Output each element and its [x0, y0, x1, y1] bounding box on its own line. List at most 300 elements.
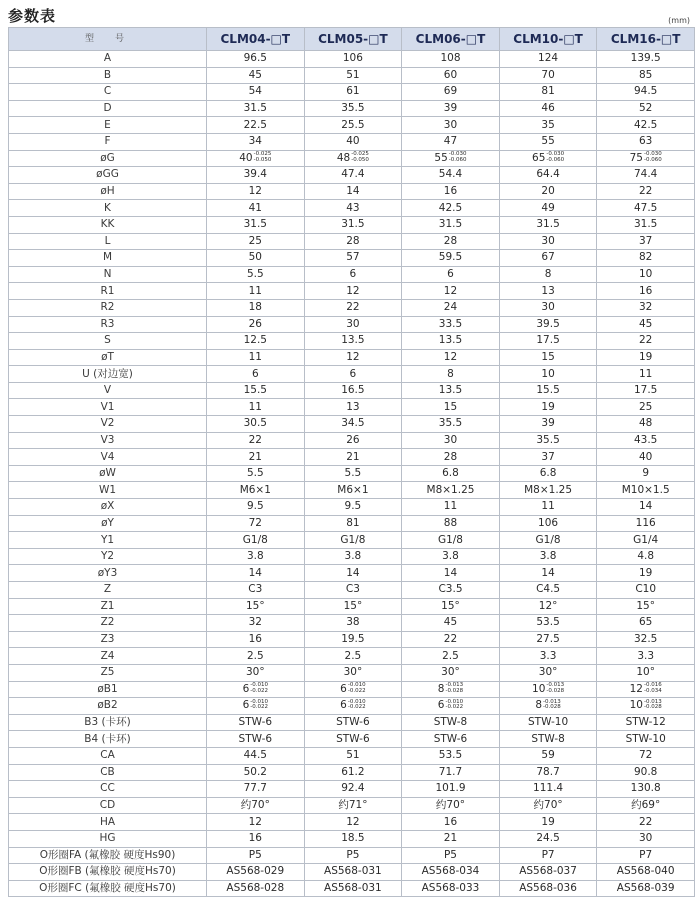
header-model: CLM16-□T	[597, 28, 695, 51]
table-cell	[597, 532, 695, 549]
table-cell	[597, 449, 695, 466]
cell-value: 57	[346, 251, 360, 264]
table-cell	[207, 449, 305, 466]
cell-value: 6	[349, 367, 357, 380]
row-label: CA	[9, 747, 207, 764]
table-cell	[597, 764, 695, 781]
row-label: Z	[9, 582, 207, 599]
table-cell	[304, 233, 402, 250]
cell-value: AS568-037	[519, 865, 577, 878]
tolerance-upper: -0.010	[445, 698, 464, 705]
table-row	[9, 664, 695, 681]
table-cell	[207, 548, 305, 565]
cell-value: 3.8	[442, 550, 459, 563]
table-cell	[499, 183, 597, 200]
header-model: CLM04-□T	[207, 28, 305, 51]
cell-value: 35.5	[438, 417, 463, 430]
table-row	[9, 847, 695, 864]
table-cell	[499, 681, 597, 698]
cell-value: 12	[443, 350, 458, 363]
cell-value: 96.5	[243, 52, 267, 65]
table-cell	[207, 714, 305, 731]
cell-value: M8×1.25	[524, 483, 573, 496]
row-label: Z4	[9, 648, 207, 665]
table-cell	[207, 598, 305, 615]
table-row	[9, 133, 695, 150]
table-cell	[597, 515, 695, 532]
table-cell	[207, 764, 305, 781]
row-label: M	[9, 250, 207, 267]
table-cell	[207, 830, 305, 847]
tolerance-lower: -0.022	[445, 704, 464, 711]
table-cell	[402, 681, 500, 698]
row-label: KK	[9, 216, 207, 233]
cell-value: 约70°	[533, 799, 563, 812]
table-cell	[597, 698, 695, 715]
cell-value: 106	[342, 52, 363, 65]
table-cell	[597, 797, 695, 814]
tolerance-lower: -0.034	[643, 687, 662, 694]
table-cell	[597, 648, 695, 665]
table-cell	[402, 366, 500, 383]
table-cell	[402, 382, 500, 399]
table-cell	[499, 51, 597, 68]
table-cell	[499, 830, 597, 847]
tolerance	[546, 683, 564, 694]
table-cell	[499, 565, 597, 582]
table-cell	[304, 316, 402, 333]
tolerance	[351, 152, 369, 163]
table-cell	[402, 664, 500, 681]
unit-label: (mm)	[668, 16, 690, 25]
cell-value: 10°	[636, 666, 655, 679]
cell-value: 71.7	[438, 765, 463, 778]
table-cell	[402, 399, 500, 416]
table-cell	[499, 216, 597, 233]
tolerance	[254, 152, 272, 163]
cell-value: 101.9	[435, 782, 466, 795]
cell-value: 22	[443, 633, 458, 646]
cell-value: 37	[638, 234, 653, 247]
cell-value: STW-6	[336, 732, 370, 745]
cell-value: M10×1.5	[621, 483, 670, 496]
row-label: Z5	[9, 664, 207, 681]
table-cell	[207, 731, 305, 748]
cell-value: 30°	[245, 666, 265, 679]
cell-value: 12	[629, 682, 643, 695]
table-cell	[402, 847, 500, 864]
table-row	[9, 349, 695, 366]
table-cell	[597, 200, 695, 217]
table-cell	[207, 681, 305, 698]
cell-value: 33.5	[438, 317, 463, 330]
cell-value: M6×1	[239, 483, 271, 496]
table-cell	[304, 266, 402, 283]
cell-value: C3.5	[438, 583, 463, 596]
cell-value: 116	[635, 516, 656, 529]
table-cell	[499, 67, 597, 84]
table-cell	[597, 432, 695, 449]
table-cell	[207, 299, 305, 316]
table-cell	[597, 316, 695, 333]
tolerance-upper: -0.010	[250, 698, 268, 705]
table-cell	[304, 183, 402, 200]
cell-value: 19	[638, 350, 653, 363]
cell-value: 6	[340, 699, 347, 712]
tolerance-lower: -0.022	[250, 704, 268, 711]
tolerance-lower: -0.028	[445, 687, 464, 694]
table-cell	[207, 532, 305, 549]
table-cell	[304, 133, 402, 150]
table-cell	[207, 233, 305, 250]
cell-value: 75	[629, 151, 643, 164]
tolerance-upper: -0.025	[351, 151, 369, 158]
cell-value: P5	[346, 848, 360, 861]
cell-value: 92.4	[341, 782, 365, 795]
tolerance	[250, 700, 268, 711]
table-cell	[304, 830, 402, 847]
tolerance-lower: -0.028	[543, 704, 561, 711]
cell-value: 39	[443, 102, 458, 115]
cell-value: 30	[541, 234, 555, 247]
cell-value: 16.5	[341, 384, 365, 397]
row-label: Y1	[9, 532, 207, 549]
cell-value: 8	[447, 367, 454, 380]
cell-value: AS568-033	[421, 881, 480, 894]
cell-value: 8	[437, 682, 445, 695]
table-cell	[304, 615, 402, 632]
cell-value: 39.4	[243, 168, 267, 181]
cell-value: 18	[248, 301, 262, 314]
cell-value: 15.5	[536, 384, 560, 397]
cell-value: 11	[248, 284, 262, 297]
cell-value: 72	[248, 516, 262, 529]
cell-value: 65	[638, 616, 653, 629]
cell-value: 19	[638, 566, 653, 579]
table-cell	[402, 814, 500, 831]
table-cell	[207, 615, 305, 632]
cell-value: 10	[638, 268, 653, 281]
table-cell	[499, 814, 597, 831]
table-cell	[597, 814, 695, 831]
tolerance	[644, 152, 662, 163]
table-cell	[597, 731, 695, 748]
table-row	[9, 615, 695, 632]
cell-value: 59.5	[438, 251, 463, 264]
cell-value: 14	[541, 566, 555, 579]
table-cell	[597, 366, 695, 383]
tolerance	[644, 683, 662, 694]
table-cell	[499, 764, 597, 781]
cell-value: 45	[443, 616, 458, 629]
cell-value: 45	[638, 317, 653, 330]
table-cell	[597, 84, 695, 101]
cell-value: 65	[532, 151, 546, 164]
table-cell	[304, 333, 402, 350]
cell-value: 81	[346, 516, 360, 529]
table-cell	[597, 150, 695, 167]
table-cell	[597, 349, 695, 366]
cell-value: 25	[248, 234, 262, 247]
table-cell	[207, 747, 305, 764]
table-row	[9, 399, 695, 416]
cell-value: 5.5	[344, 467, 362, 480]
table-cell	[402, 864, 500, 881]
table-cell	[304, 382, 402, 399]
table-cell	[304, 582, 402, 599]
table-cell	[499, 382, 597, 399]
table-cell	[207, 67, 305, 84]
table-row	[9, 714, 695, 731]
cell-value: G1/8	[437, 533, 463, 546]
cell-value: 12	[346, 350, 360, 363]
table-row	[9, 781, 695, 798]
table-cell	[304, 299, 402, 316]
cell-value: STW-10	[625, 732, 666, 745]
cell-value: 30	[443, 118, 458, 131]
tolerance-upper: -0.010	[347, 682, 366, 689]
cell-value: C3	[248, 583, 263, 596]
table-row	[9, 216, 695, 233]
table-cell	[597, 266, 695, 283]
cell-value: 69	[443, 85, 458, 98]
cell-value: 22	[638, 334, 653, 347]
table-cell	[402, 515, 500, 532]
table-cell	[402, 582, 500, 599]
table-row	[9, 681, 695, 698]
table-cell	[499, 167, 597, 184]
table-cell	[207, 582, 305, 599]
table-cell	[304, 84, 402, 101]
row-label: W1	[9, 482, 207, 499]
table-row	[9, 864, 695, 881]
tolerance-upper: -0.025	[253, 151, 272, 158]
table-row	[9, 747, 695, 764]
cell-value: 54	[248, 85, 262, 98]
cell-value: 67	[541, 251, 555, 264]
table-cell	[597, 283, 695, 300]
table-cell	[304, 797, 402, 814]
table-body	[9, 51, 695, 897]
table-cell	[207, 664, 305, 681]
row-label: Y2	[9, 548, 207, 565]
table-cell	[402, 747, 500, 764]
table-row	[9, 548, 695, 565]
row-label: øB1	[9, 681, 207, 698]
cell-value: AS568-040	[616, 865, 675, 878]
table-cell	[499, 233, 597, 250]
table-cell	[499, 84, 597, 101]
table-cell	[207, 150, 305, 167]
cell-value: AS568-034	[421, 865, 480, 878]
tolerance-lower: -0.060	[546, 156, 565, 163]
cell-value: 6	[242, 699, 250, 712]
cell-value: 16	[638, 284, 653, 297]
cell-value: 13.5	[438, 334, 463, 347]
cell-value: 22	[638, 815, 653, 828]
table-cell	[207, 432, 305, 449]
table-row	[9, 565, 695, 582]
row-label: CB	[9, 764, 207, 781]
table-cell	[304, 681, 402, 698]
table-cell	[402, 698, 500, 715]
table-row	[9, 432, 695, 449]
table-cell	[499, 499, 597, 516]
table-row	[9, 499, 695, 516]
cell-value: 55	[434, 151, 448, 164]
table-cell	[304, 366, 402, 383]
table-cell	[207, 200, 305, 217]
tolerance-upper: -0.013	[445, 682, 464, 689]
cell-value: 54.4	[438, 168, 463, 181]
row-label: S	[9, 333, 207, 350]
tolerance-lower: -0.028	[546, 687, 565, 694]
table-cell	[499, 465, 597, 482]
cell-value: 130.8	[630, 782, 661, 795]
cell-value: 22.5	[243, 118, 267, 131]
table-cell	[499, 532, 597, 549]
row-label: C	[9, 84, 207, 101]
table-cell	[304, 648, 402, 665]
row-label: øW	[9, 465, 207, 482]
cell-value: 约70°	[240, 799, 270, 812]
cell-value: 46	[541, 102, 555, 115]
table-cell	[402, 250, 500, 267]
table-cell	[207, 698, 305, 715]
table-cell	[499, 615, 597, 632]
cell-value: 17.5	[633, 384, 658, 397]
table-cell	[402, 465, 500, 482]
cell-value: 42.5	[633, 118, 658, 131]
table-cell	[402, 183, 500, 200]
row-label: D	[9, 100, 207, 117]
tolerance	[348, 683, 366, 694]
row-label: L	[9, 233, 207, 250]
cell-value: 32	[638, 301, 653, 314]
tolerance-lower: -0.050	[253, 156, 272, 163]
table-cell	[402, 233, 500, 250]
table-cell	[597, 333, 695, 350]
table-cell	[304, 847, 402, 864]
table-cell	[304, 67, 402, 84]
table-row	[9, 416, 695, 433]
table-cell	[207, 266, 305, 283]
table-cell	[207, 648, 305, 665]
cell-value: 6	[242, 682, 250, 695]
table-cell	[304, 764, 402, 781]
cell-value: 72	[638, 749, 653, 762]
cell-value: 5.5	[246, 268, 264, 281]
cell-value: G1/8	[242, 533, 268, 546]
tolerance-lower: -0.022	[347, 704, 366, 711]
table-cell	[597, 615, 695, 632]
table-cell	[304, 698, 402, 715]
table-cell	[597, 67, 695, 84]
row-label: F	[9, 133, 207, 150]
table-cell	[304, 449, 402, 466]
cell-value: 26	[248, 317, 262, 330]
cell-value: STW-6	[433, 732, 468, 745]
table-cell	[207, 100, 305, 117]
table-cell	[597, 714, 695, 731]
cell-value: AS568-028	[226, 881, 285, 894]
table-row	[9, 183, 695, 200]
table-cell	[304, 548, 402, 565]
cell-value: 8	[544, 268, 552, 281]
table-cell	[499, 117, 597, 134]
cell-value: 15°	[245, 599, 265, 612]
row-label: Z2	[9, 615, 207, 632]
cell-value: 11	[248, 350, 262, 363]
cell-value: 19.5	[341, 633, 365, 646]
cell-value: 11	[638, 367, 653, 380]
row-label: A	[9, 51, 207, 68]
table-cell	[597, 250, 695, 267]
table-cell	[499, 349, 597, 366]
table-cell	[304, 399, 402, 416]
table-cell	[207, 117, 305, 134]
row-label: N	[9, 266, 207, 283]
table-cell	[402, 648, 500, 665]
cell-value: 22	[638, 185, 653, 198]
cell-value: 4.8	[637, 550, 655, 563]
row-label: øH	[9, 183, 207, 200]
table-cell	[402, 283, 500, 300]
cell-value: 63	[638, 135, 653, 148]
tolerance-upper: -0.013	[543, 698, 561, 705]
cell-value: 31.5	[438, 218, 463, 231]
table-cell	[207, 366, 305, 383]
cell-value: STW-8	[433, 716, 468, 729]
cell-value: 12	[248, 815, 262, 828]
cell-value: C4.5	[536, 583, 561, 596]
table-cell	[402, 797, 500, 814]
cell-value: 50	[248, 251, 262, 264]
table-cell	[207, 250, 305, 267]
table-cell	[402, 830, 500, 847]
cell-value: 28	[443, 450, 458, 463]
cell-value: 13	[541, 284, 555, 297]
table-cell	[207, 316, 305, 333]
cell-value: 26	[346, 433, 360, 446]
table-cell	[304, 781, 402, 798]
cell-value: 37	[541, 450, 555, 463]
table-cell	[597, 382, 695, 399]
row-label: HG	[9, 830, 207, 847]
tolerance-upper: -0.030	[643, 151, 662, 158]
table-cell	[207, 333, 305, 350]
table-cell	[499, 698, 597, 715]
cell-value: 12.5	[243, 334, 267, 347]
table-cell	[207, 465, 305, 482]
cell-value: 61	[346, 85, 360, 98]
table-cell	[304, 283, 402, 300]
cell-value: 19	[541, 400, 555, 413]
tolerance-upper: -0.010	[250, 682, 268, 689]
table-cell	[402, 416, 500, 433]
table-cell	[207, 814, 305, 831]
table-row	[9, 532, 695, 549]
cell-value: 约70°	[435, 799, 466, 812]
row-label: øGG	[9, 167, 207, 184]
cell-value: 25	[638, 400, 653, 413]
cell-value: 15.5	[243, 384, 267, 397]
cell-value: 40	[638, 450, 653, 463]
header-row	[9, 28, 695, 51]
table-cell	[207, 382, 305, 399]
cell-value: 16	[443, 815, 458, 828]
table-cell	[402, 565, 500, 582]
